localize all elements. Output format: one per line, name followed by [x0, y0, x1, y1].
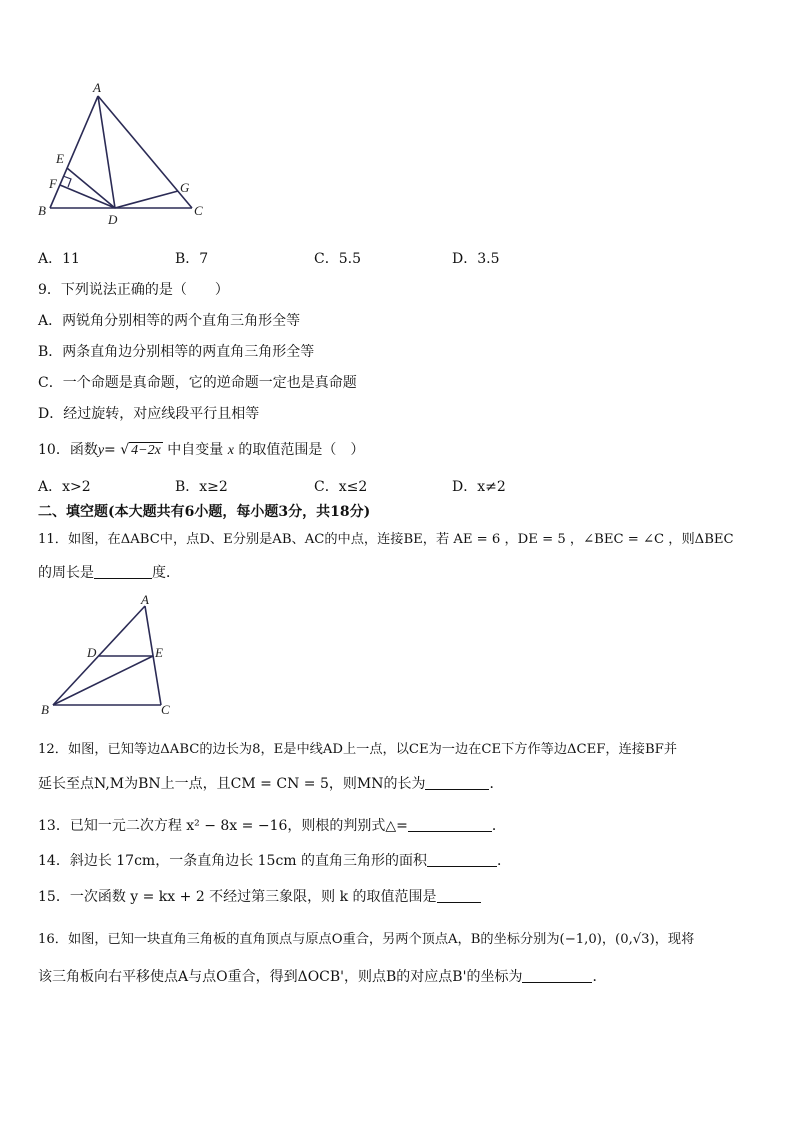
- section-2-title: 二、填空题(本大题共有6小题，每小题3分，共18分): [38, 504, 371, 520]
- q8-option-c: C．5.5: [314, 251, 361, 267]
- q15-pre: 15．一次函数 y = kx + 2 不经过第三象限，则 k 的取值范围是: [38, 889, 437, 905]
- figure-q11-triangle: [35, 592, 185, 722]
- q15-answer-blank[interactable]: [437, 888, 481, 903]
- figure-q11-lines: [53, 606, 161, 705]
- fig8-label-g: G: [180, 180, 190, 195]
- sqrt-sign-icon: √: [120, 442, 130, 458]
- q10-stem: [38, 441, 364, 460]
- q11-line2: [38, 564, 180, 582]
- q10-option-d: D．x≠2: [452, 479, 506, 495]
- q10-func-eq: =: [104, 442, 116, 458]
- fig8-label-f: F: [49, 176, 57, 191]
- fig11-label-c: C: [161, 702, 170, 717]
- fig8-label-a: A: [93, 80, 101, 95]
- q11-line2-post: 度．: [152, 565, 180, 581]
- q13-line: [38, 817, 506, 835]
- q13-post: ．: [491, 818, 506, 834]
- q13-pre: 13．已知一元二次方程 x² − 8x = −16，则根的判别式△=: [38, 818, 408, 834]
- q16-line2-pre: 该三角板向右平移使点A与点O重合，得到ΔOCB'，则点B的对应点B'的坐标为: [38, 969, 523, 985]
- q16-line2: [38, 968, 606, 986]
- q9-option-b: B．两条直角边分别相等的两直角三角形全等: [38, 344, 315, 360]
- fig8-label-c: C: [194, 203, 203, 218]
- q13-answer-blank[interactable]: [408, 817, 492, 832]
- q10-var: x: [227, 443, 234, 458]
- q9-option-d: D．经过旋转，对应线段平行且相等: [38, 406, 260, 422]
- fig11-label-a: A: [141, 592, 149, 607]
- q15-line: [38, 888, 481, 906]
- fig8-label-d: D: [108, 212, 118, 227]
- q8-option-a: A．11: [38, 251, 80, 267]
- q9-option-a: A．两锐角分别相等的两个直角三角形全等: [38, 313, 301, 329]
- q10-option-c: C．x≤2: [314, 479, 368, 495]
- q16-line2-post: ．: [592, 969, 607, 985]
- fig8-label-e: E: [56, 151, 64, 166]
- q9-option-c: C．一个命题是真命题，它的逆命题一定也是真命题: [38, 375, 357, 391]
- q12-line1: 12．如图，已知等边ΔABC的边长为8，E是中线AD上一点，以CE为一边在CE下方作等边ΔCEF，连接BF并: [38, 742, 678, 757]
- fig8-label-b: B: [38, 203, 46, 218]
- q16-line1: 16．如图，已知一块直角三角板的直角顶点与原点O重合，另两个顶点A，B的坐标分别为(−1,0)，(0,√3)，现将: [38, 932, 695, 947]
- q10-option-b: B．x≥2: [175, 479, 228, 495]
- q14-pre: 14．斜边长 17cm，一条直角边长 15cm 的直角三角形的面积: [38, 853, 428, 869]
- fig11-label-b: B: [41, 702, 49, 717]
- q10-stem-end: 的取值范围是（ ）: [238, 442, 365, 458]
- figure-q8-triangle: [30, 78, 220, 228]
- q11-line1: 11．如图，在ΔABC中，点D、E分别是AB、AC的中点，连接BE，若 AE = 6 ，DE = 5 ，∠BEC = ∠C ，则ΔBEC: [38, 532, 734, 547]
- q14-answer-blank[interactable]: [427, 852, 497, 867]
- q16-answer-blank[interactable]: [522, 968, 592, 983]
- q12-line2-pre: 延长至点N,M为BN上一点，且CM = CN = 5，则MN的长为: [38, 776, 426, 792]
- q14-line: [38, 852, 511, 870]
- q10-func-lhs: y: [97, 443, 105, 458]
- q10-stem-post: 中自变量: [167, 442, 224, 458]
- q11-answer-blank[interactable]: [94, 564, 152, 579]
- q10-radicand: 4−2x: [131, 443, 161, 458]
- q10-option-a: A．x>2: [38, 479, 91, 495]
- q12-answer-blank[interactable]: [425, 775, 489, 790]
- fig11-label-d: D: [87, 645, 97, 660]
- q12-line2-post: ．: [489, 776, 504, 792]
- fig11-label-e: E: [155, 645, 163, 660]
- q12-line2: [38, 775, 503, 793]
- q10-stem-pre: 10．函数: [38, 442, 98, 458]
- q8-option-b: B．7: [175, 251, 209, 267]
- q8-option-d: D．3.5: [452, 251, 500, 267]
- figure-q8-lines: [50, 96, 192, 208]
- q14-post: ．: [497, 853, 512, 869]
- q9-stem: 9．下列说法正确的是（ ）: [38, 282, 229, 298]
- q11-line2-pre: 的周长是: [38, 565, 94, 581]
